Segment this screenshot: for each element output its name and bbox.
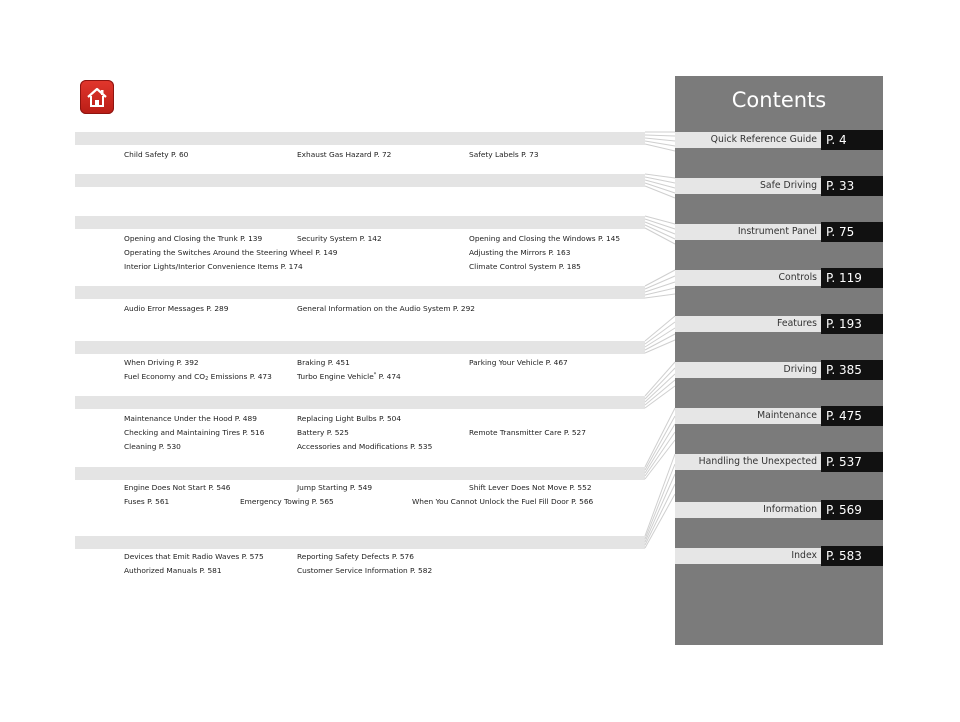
nav-label: Controls	[675, 270, 821, 286]
link-trunk[interactable]: Opening and Closing the Trunk P. 139	[124, 234, 263, 243]
link-windows[interactable]: Opening and Closing the Windows P. 145	[469, 234, 621, 243]
nav-controls[interactable]	[675, 268, 883, 288]
nav-page: P. 385	[821, 360, 883, 380]
section-band-safe-driving	[75, 174, 645, 187]
nav-label: Features	[675, 316, 821, 332]
nav-label: Driving	[675, 362, 821, 378]
section-band-features	[75, 341, 645, 354]
link-fuses[interactable]: Fuses P. 561	[124, 497, 170, 506]
link-exhaust-gas[interactable]: Exhaust Gas Hazard P. 72	[297, 150, 392, 159]
link-interior-lights[interactable]: Interior Lights/Interior Convenience Items P. 174	[124, 262, 303, 271]
link-tires[interactable]: Checking and Maintaining Tires P. 516	[124, 428, 265, 437]
home-icon	[85, 86, 109, 108]
link-safety-defects[interactable]: Reporting Safety Defects P. 576	[297, 552, 414, 561]
nav-information[interactable]	[675, 500, 883, 520]
nav-maintenance[interactable]	[675, 406, 883, 426]
link-safety-labels[interactable]: Safety Labels P. 73	[469, 150, 539, 159]
nav-page: P. 33	[821, 176, 883, 196]
link-light-bulbs[interactable]: Replacing Light Bulbs P. 504	[297, 414, 402, 423]
link-jump-starting[interactable]: Jump Starting P. 549	[297, 483, 373, 492]
nav-label: Safe Driving	[675, 178, 821, 194]
nav-page: P. 537	[821, 452, 883, 472]
nav-handling-unexpected[interactable]	[675, 452, 883, 472]
nav-label: Quick Reference Guide	[675, 132, 821, 148]
link-parking[interactable]: Parking Your Vehicle P. 467	[469, 358, 568, 367]
section-band-instrument-panel	[75, 216, 645, 229]
nav-label: Maintenance	[675, 408, 821, 424]
section-band-maintenance	[75, 467, 645, 480]
contents-title: Contents	[731, 88, 827, 112]
connector-stripes	[645, 128, 675, 588]
nav-driving[interactable]	[675, 360, 883, 380]
link-radio-waves[interactable]: Devices that Emit Radio Waves P. 575	[124, 552, 264, 561]
link-under-hood[interactable]: Maintenance Under the Hood P. 489	[124, 414, 257, 423]
nav-page: P. 475	[821, 406, 883, 426]
nav-features[interactable]	[675, 314, 883, 334]
section-band-unexpected	[75, 536, 645, 549]
nav-page: P. 583	[821, 546, 883, 566]
link-audio-errors[interactable]: Audio Error Messages P. 289	[124, 304, 229, 313]
link-authorized-manuals[interactable]: Authorized Manuals P. 581	[124, 566, 222, 575]
link-accessories[interactable]: Accessories and Modifications P. 535	[297, 442, 433, 451]
link-when-driving[interactable]: When Driving P. 392	[124, 358, 199, 367]
link-remote-transmitter[interactable]: Remote Transmitter Care P. 527	[469, 428, 586, 437]
section-band-quick-reference	[75, 132, 645, 145]
link-engine-no-start[interactable]: Engine Does Not Start P. 546	[124, 483, 231, 492]
nav-instrument-panel[interactable]	[675, 222, 883, 242]
link-fuel-fill-door[interactable]: When You Cannot Unlock the Fuel Fill Door P. 566	[412, 497, 594, 506]
nav-label: Information	[675, 502, 821, 518]
link-emergency-towing[interactable]: Emergency Towing P. 565	[240, 497, 334, 506]
link-battery[interactable]: Battery P. 525	[297, 428, 349, 437]
home-button[interactable]	[80, 80, 114, 114]
nav-label: Index	[675, 548, 821, 564]
link-child-safety[interactable]: Child Safety P. 60	[124, 150, 189, 159]
link-mirrors[interactable]: Adjusting the Mirrors P. 163	[469, 248, 571, 257]
link-cleaning[interactable]: Cleaning P. 530	[124, 442, 181, 451]
link-braking[interactable]: Braking P. 451	[297, 358, 350, 367]
nav-safe-driving[interactable]	[675, 176, 883, 196]
link-customer-service[interactable]: Customer Service Information P. 582	[297, 566, 433, 575]
nav-quick-reference[interactable]	[675, 130, 883, 150]
nav-page: P. 569	[821, 500, 883, 520]
nav-page: P. 75	[821, 222, 883, 242]
link-shift-lever[interactable]: Shift Lever Does Not Move P. 552	[469, 483, 592, 492]
nav-page: P. 119	[821, 268, 883, 288]
link-security-system[interactable]: Security System P. 142	[297, 234, 382, 243]
link-turbo-engine[interactable]: Turbo Engine Vehicle* P. 474	[297, 372, 401, 381]
link-climate-control[interactable]: Climate Control System P. 185	[469, 262, 581, 271]
section-band-driving	[75, 396, 645, 409]
nav-page: P. 4	[821, 130, 883, 150]
link-steering-switches[interactable]: Operating the Switches Around the Steering Wheel P. 149	[124, 248, 338, 257]
nav-label: Handling the Unexpected	[675, 454, 821, 470]
nav-label: Instrument Panel	[675, 224, 821, 240]
nav-index[interactable]	[675, 546, 883, 566]
section-band-controls	[75, 286, 645, 299]
contents-panel	[675, 76, 883, 645]
link-fuel-economy[interactable]: Fuel Economy and $CO_2$ Emissions P. 473	[124, 372, 272, 382]
link-audio-info[interactable]: General Information on the Audio System P. 292	[297, 304, 476, 313]
nav-page: P. 193	[821, 314, 883, 334]
